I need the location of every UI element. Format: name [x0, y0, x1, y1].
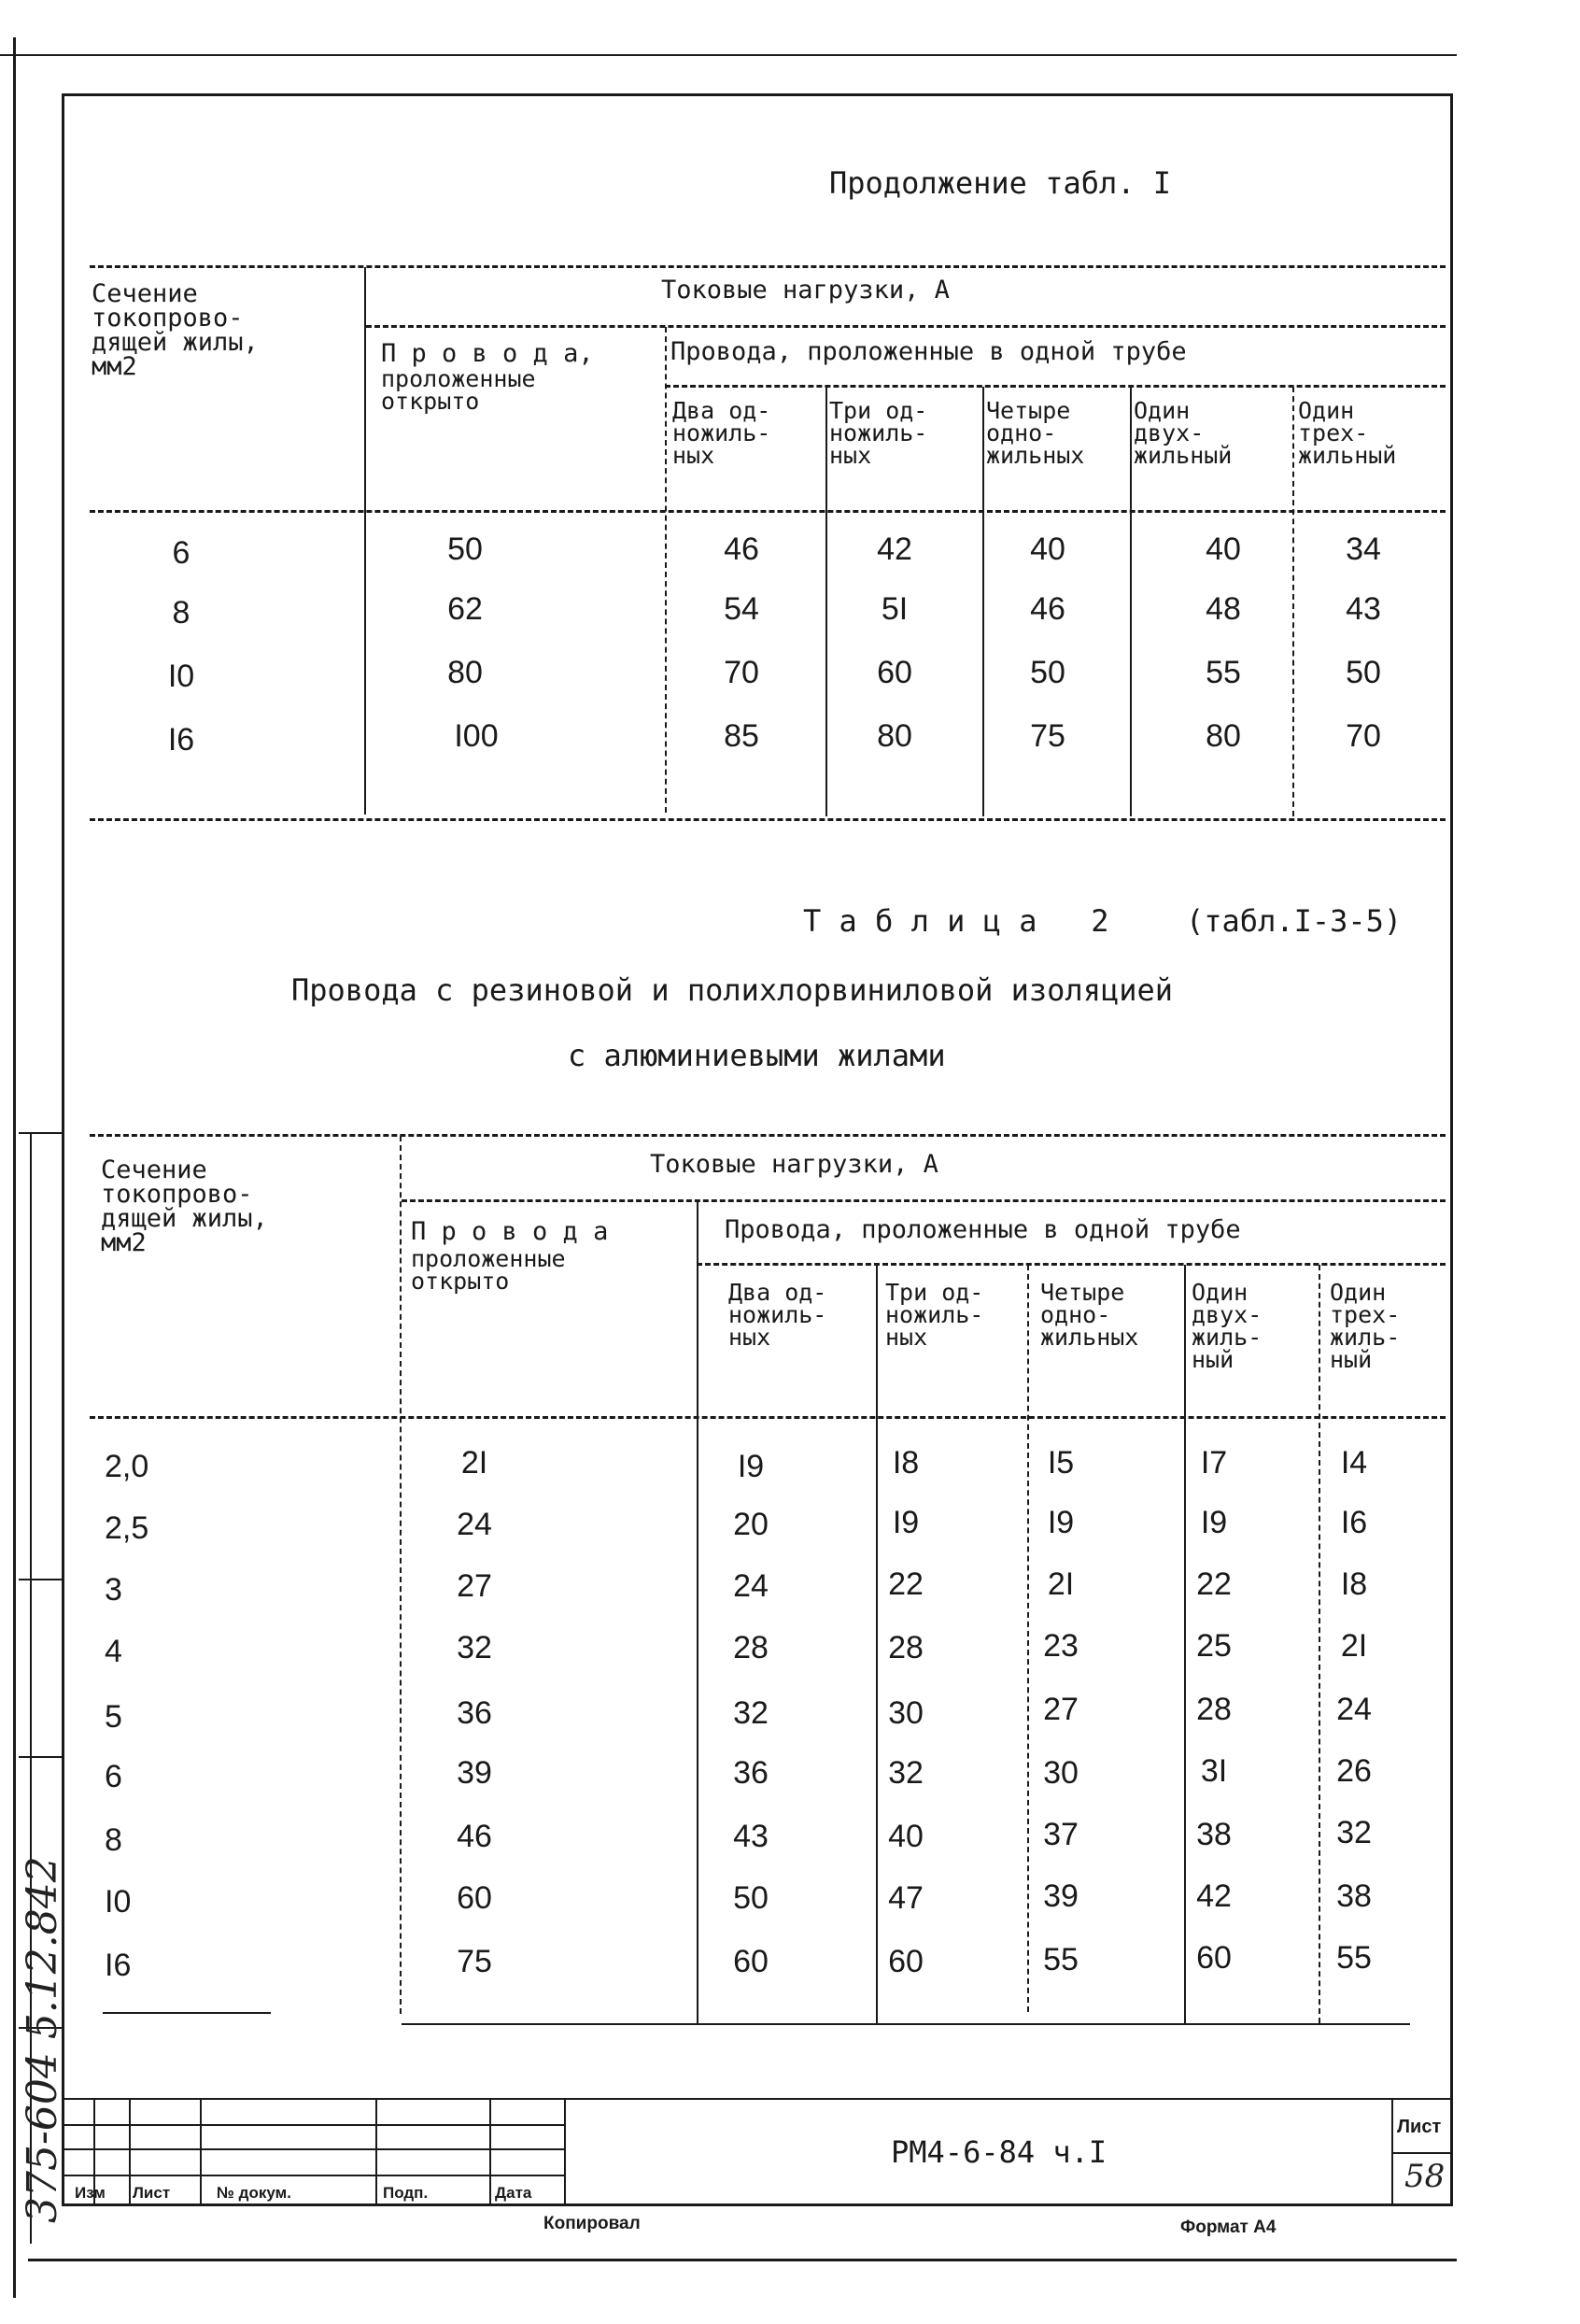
table2-bottom-rule [402, 2023, 1410, 2025]
table1-cell: 42 [877, 531, 912, 567]
table2-cell-section: I6 [105, 1948, 132, 1983]
table1-header-bottom-rule [90, 510, 1446, 513]
format-label: Формат А4 [1180, 2218, 1277, 2237]
table2-ref: (табл.I-3-5) [1186, 903, 1403, 939]
table2-loads-rule [402, 1199, 1446, 1202]
table2-cell: I9 [892, 1505, 920, 1540]
table1-header-loads: Токовые нагрузки, А [661, 276, 950, 305]
table2-divider [400, 1136, 402, 2014]
table1-cell: 75 [1030, 718, 1065, 754]
table1-cell-open: 62 [447, 591, 483, 627]
table1-cell-section: 8 [172, 595, 190, 631]
table2-cell-open: 60 [457, 1880, 492, 1916]
table2-col-header: Два од- ножиль- ных [728, 1279, 827, 1351]
table2-cell: 60 [888, 1944, 924, 1979]
table2-cell: 30 [1043, 1755, 1079, 1791]
margin-strip-line [19, 1579, 63, 1580]
table1-top-rule [90, 265, 1446, 268]
table2-cell-open: 46 [457, 1819, 492, 1854]
table1-cell: 85 [724, 718, 759, 754]
table2-cell-section: 4 [105, 1634, 122, 1669]
table2-cell: 28 [733, 1630, 769, 1665]
table2-cell: 27 [1043, 1692, 1079, 1727]
table2-cell: 39 [1043, 1878, 1079, 1914]
table2-cell-section: 2,5 [105, 1510, 149, 1546]
title-block-top-line [63, 2098, 1453, 2100]
table2-cell: 2I [1340, 1628, 1368, 1664]
table2-cell: I9 [1200, 1505, 1228, 1540]
table2-cell: 40 [888, 1819, 924, 1854]
table2-title-line1: Провода с резиновой и полихлорвиниловой изоляцией [291, 972, 1174, 1008]
table2-cell: 50 [733, 1880, 769, 1916]
table2-tube-rule [697, 1263, 1446, 1266]
table2-cell-open: 32 [457, 1630, 492, 1665]
table2-col-header: Три од- ножиль- ных [885, 1279, 984, 1351]
table2-cell: 30 [888, 1695, 924, 1731]
table2-cell: 26 [1336, 1753, 1372, 1789]
table1-cell-section: I6 [167, 722, 195, 758]
table1-header-open-sub: проложенные открыто [381, 365, 536, 415]
table2-cell: 3I [1200, 1753, 1228, 1789]
table1-header-section: Сечение токопрово- дящей жилы, мм2 [92, 279, 259, 381]
sheet-label: Лист [1397, 2117, 1442, 2137]
table2-cell-open: 39 [457, 1755, 492, 1791]
table2-cell: I4 [1340, 1445, 1368, 1481]
table1-cell: 50 [1030, 655, 1065, 690]
table2-cell: 2I [1047, 1566, 1075, 1602]
margin-strip-line [19, 1132, 63, 1134]
sheet-number: 58 [1404, 2158, 1446, 2195]
table2-cell: I7 [1200, 1445, 1228, 1481]
table2-cell: 55 [1043, 1942, 1079, 1977]
table1-col-header: Четыре одно- жильных [986, 397, 1085, 469]
table1-cell-section: I0 [167, 659, 195, 694]
title-block-sheet-line [1391, 2152, 1453, 2154]
table2-bottom-rule-left [103, 2012, 271, 2014]
table2-cell: I6 [1340, 1505, 1368, 1540]
table2-cell: 25 [1196, 1628, 1232, 1664]
table1-cell: 34 [1346, 531, 1381, 567]
table2-cell-open: 75 [457, 1944, 492, 1979]
table2-cell: 60 [733, 1944, 769, 1979]
title-block-col-line [200, 2098, 202, 2206]
title-block-col-label: Изм [75, 2184, 106, 2202]
table2-cell: 28 [1196, 1692, 1232, 1727]
table2-cell-section: 8 [105, 1822, 122, 1858]
table2-cell: 24 [733, 1568, 769, 1604]
table2-cell: 38 [1196, 1817, 1232, 1852]
table1-col-header: Три од- ножиль- ных [829, 397, 928, 469]
copied-by-label: Копировал [543, 2214, 641, 2233]
table1-cell: 40 [1206, 531, 1241, 567]
table1-cell: 5I [881, 591, 909, 627]
title-block-col-line [564, 2098, 566, 2206]
table1-header-open: П р о в о д а, [381, 339, 594, 368]
table1-cell: 48 [1206, 591, 1241, 627]
table2-top-rule [90, 1134, 1446, 1137]
table2-col-header: Четыре одно- жильных [1040, 1279, 1139, 1351]
table2-cell-open: 24 [457, 1507, 492, 1542]
table2-cell: 22 [888, 1566, 924, 1602]
table2-title-line2: с алюминиевыми жилами [568, 1038, 946, 1073]
table2-cell-section: 3 [105, 1572, 122, 1608]
table2-cell: I8 [1340, 1566, 1368, 1602]
table2-cell: 60 [1196, 1940, 1232, 1976]
table2-header-open: П р о в о д а [411, 1217, 609, 1246]
table1-cell: 50 [1346, 655, 1381, 690]
table1-cell-open: 80 [447, 655, 483, 690]
table1-header-tube: Провода, проложенные в одной трубе [670, 337, 1187, 366]
table2-cell-section: 5 [105, 1699, 122, 1735]
table1-cell: 46 [724, 531, 759, 567]
table2-cell-open: 2I [460, 1445, 488, 1481]
outer-bottom-border [28, 2259, 1457, 2261]
title-block-col-label: № докум. [217, 2184, 291, 2202]
table2-cell: 32 [733, 1695, 769, 1731]
table2-cell: 23 [1043, 1628, 1079, 1664]
table1-cell: 80 [1206, 718, 1241, 754]
table2-header-section: Сечение токопрово- дящей жилы, мм2 [101, 1155, 268, 1257]
table2-label: Т а б л и ц а 2 [803, 903, 1109, 939]
table2-cell: 32 [1336, 1815, 1372, 1850]
table1-cell-section: 6 [172, 535, 190, 571]
table1-cell: 46 [1030, 591, 1065, 627]
table2-cell: 22 [1196, 1566, 1232, 1602]
table1-col-header: Один трех- жильный [1298, 397, 1397, 469]
table1-cell: 54 [724, 591, 759, 627]
table2-cell: 36 [733, 1755, 769, 1791]
table1-cell: 60 [877, 655, 912, 690]
table2-header-open-sub: проложенные открыто [411, 1245, 566, 1295]
table2-cell: 38 [1336, 1878, 1372, 1914]
table1-cell: 70 [1346, 718, 1381, 754]
table2-cell-section: I0 [105, 1884, 132, 1920]
table2-divider [697, 1201, 698, 2023]
table1-cell-open: 50 [447, 531, 483, 567]
table1-cell: 70 [724, 655, 759, 690]
table1-cell: 80 [877, 718, 912, 754]
table1-divider [1130, 387, 1132, 816]
table2-cell-open: 27 [457, 1568, 492, 1604]
outer-top-border [0, 54, 1457, 56]
table2-cell-section: 6 [105, 1759, 122, 1794]
table1-divider [982, 387, 984, 816]
table2-cell: I9 [1047, 1505, 1075, 1540]
margin-strip-line [19, 1756, 63, 1758]
title-block-col-line [489, 2098, 491, 2206]
table1-cell: 55 [1206, 655, 1241, 690]
table1-caption: Продолжение табл. I [829, 165, 1172, 201]
table2-header-tube: Провода, проложенные в одной трубе [725, 1215, 1241, 1244]
table2-cell: 43 [733, 1819, 769, 1854]
title-block-col-line [375, 2098, 377, 2206]
table2-header-loads: Токовые нагрузки, А [650, 1150, 938, 1179]
table2-cell: 32 [888, 1755, 924, 1791]
table1-cell: 40 [1030, 531, 1065, 567]
table2-cell-section: 2,0 [105, 1449, 149, 1484]
table1-divider [825, 387, 827, 816]
table1-cell: 43 [1346, 591, 1381, 627]
table1-divider [364, 267, 366, 815]
title-block-col-label: Лист [133, 2184, 171, 2202]
table2-cell-open: 36 [457, 1695, 492, 1731]
table2-cell: 28 [888, 1630, 924, 1665]
table2-cell: I9 [737, 1449, 765, 1484]
table2-header-bottom-rule [90, 1416, 1446, 1419]
table2-cell: I5 [1047, 1445, 1075, 1481]
table2-cell: 37 [1043, 1817, 1079, 1852]
table1-divider [665, 327, 667, 813]
table2-col-header: Один двух- жиль- ный [1192, 1279, 1263, 1373]
table1-col-header: Один двух- жильный [1134, 397, 1233, 469]
table1-divider [1292, 387, 1294, 816]
table2-cell: 20 [733, 1507, 769, 1542]
title-block-col-label: Подп. [383, 2184, 429, 2202]
table2-cell: 55 [1336, 1940, 1372, 1976]
table2-cell: 42 [1196, 1878, 1232, 1914]
table1-loads-rule [366, 325, 1446, 328]
table1-bottom-rule [90, 818, 1446, 821]
title-block-col-line [129, 2098, 131, 2206]
table1-cell-open: I00 [454, 718, 499, 754]
table1-col-header: Два од- ножиль- ных [672, 397, 771, 469]
table1-tube-rule [665, 385, 1446, 388]
table2-cell: 47 [888, 1880, 924, 1916]
margin-handwritten-note: 375-604 5.12.842 [19, 1856, 66, 2223]
table2-cell: I8 [892, 1445, 920, 1481]
table2-cell: 24 [1336, 1692, 1372, 1727]
outer-left-border [13, 37, 16, 2298]
document-code: РМ4-6-84 ч.I [891, 2134, 1107, 2170]
title-block-col-label: Дата [495, 2184, 532, 2202]
table2-col-header: Один трех- жиль- ный [1330, 1279, 1401, 1373]
